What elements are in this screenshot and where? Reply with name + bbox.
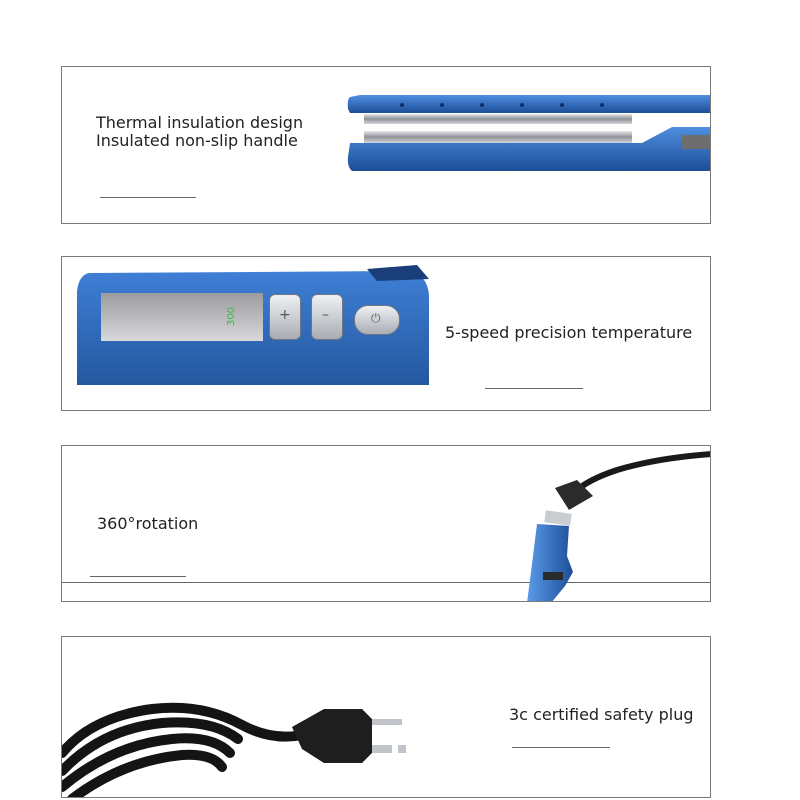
temperature-down-button[interactable] bbox=[311, 294, 343, 340]
feature-panel-rotation bbox=[61, 445, 711, 602]
underline-rule bbox=[512, 747, 610, 748]
swivel-cord-image bbox=[507, 446, 711, 602]
underline-rule bbox=[485, 388, 583, 389]
temperature-up-button[interactable] bbox=[269, 294, 301, 340]
power-plug-image bbox=[62, 657, 422, 798]
feature-line-plug: 3c certified safety plug bbox=[509, 705, 694, 724]
power-button[interactable] bbox=[354, 305, 400, 335]
underline-rule bbox=[100, 197, 196, 198]
feature-panel-safety-plug bbox=[61, 636, 711, 798]
underline-rule bbox=[90, 576, 186, 577]
feature-line-temperature: 5-speed precision temperature bbox=[445, 323, 693, 342]
minus-icon: – bbox=[322, 307, 329, 323]
power-icon: ⏻ bbox=[371, 311, 381, 325]
feature-panel-thermal-insulation bbox=[61, 66, 711, 224]
feature-line-handle: Insulated non-slip handle bbox=[96, 131, 298, 150]
lcd-temperature-readout: 300 bbox=[226, 306, 238, 327]
plus-icon: + bbox=[279, 307, 291, 323]
feature-panel-temperature bbox=[61, 256, 711, 411]
feature-line-thermal: Thermal insulation design bbox=[96, 113, 304, 132]
straightener-plates-image bbox=[342, 87, 711, 177]
feature-line-rotation: 360°rotation bbox=[97, 514, 199, 533]
